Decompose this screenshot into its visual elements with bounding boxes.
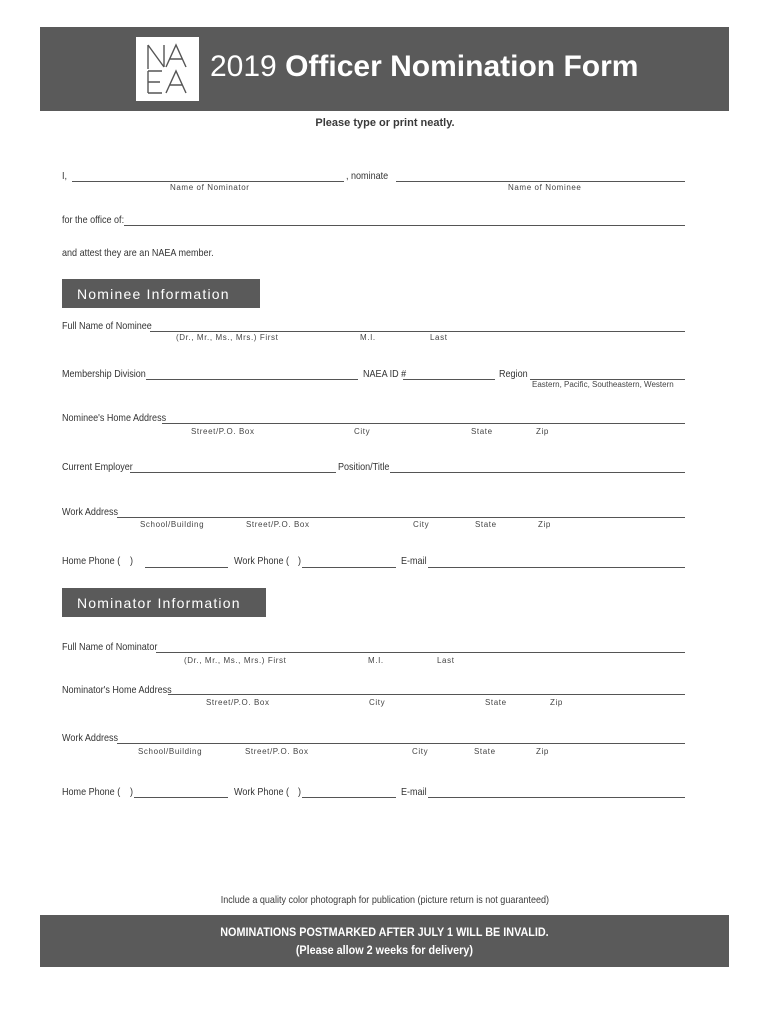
footer-deadline: NOMINATIONS POSTMARKED AFTER JULY 1 WILL BE INVALID. [220, 925, 549, 939]
name-of-nominator-caption: Name of Nominator [170, 183, 250, 192]
nominator-name-field[interactable] [72, 181, 344, 182]
nominee-work-street-caption: Street/P.O. Box [246, 520, 310, 529]
page-title [210, 50, 638, 84]
nominee-work-city-caption: City [413, 520, 430, 529]
instructions: Please type or print neatly. [315, 117, 455, 129]
division-label: Membership Division [62, 368, 146, 380]
photo-note [0, 894, 770, 906]
nominator-work-phone-label: Work Phone ( [234, 786, 290, 798]
title-text: Officer Nomination Form [285, 50, 639, 83]
nominee-work-school-caption: School/Building [140, 520, 205, 529]
nominee-home-zip-caption: Zip [536, 427, 549, 436]
nominee-home-city-caption: City [354, 427, 371, 436]
nominator-work-address-label: Work Address [62, 732, 119, 744]
footer-delivery: (Please allow 2 weeks for delivery) [295, 943, 474, 957]
nominator-work-state-caption: State [474, 747, 496, 756]
nominator-work-zip-caption: Zip [536, 747, 549, 756]
nominee-home-phone-label: Home Phone ( [62, 555, 121, 567]
nominee-home-state-caption: State [471, 427, 493, 436]
nominator-work-phone-paren: ) [298, 786, 302, 798]
nominator-home-phone-label: Home Phone ( [62, 786, 121, 798]
naea-id-field[interactable] [403, 379, 495, 380]
nominator-email-label: E-mail [401, 786, 427, 798]
nominator-work-address-field[interactable] [117, 743, 685, 744]
nominator-work-street-caption: Street/P.O. Box [245, 747, 309, 756]
nominee-first-caption: (Dr., Mr., Ms., Mrs.) First [176, 333, 279, 342]
region-hint: Eastern, Pacific, Southeastern, Western [532, 380, 674, 389]
nominee-work-phone-paren: ) [298, 555, 302, 567]
title-year: 2019 [210, 50, 277, 83]
nominator-full-name-field[interactable] [156, 652, 685, 653]
nominee-work-address-field[interactable] [117, 517, 685, 518]
position-field[interactable] [390, 472, 685, 473]
nominator-home-street-caption: Street/P.O. Box [206, 698, 270, 707]
nominee-home-phone-paren: ) [130, 555, 134, 567]
office-label: for the office of: [62, 214, 125, 226]
employer-field[interactable] [130, 472, 336, 473]
nominee-work-state-caption: State [475, 520, 497, 529]
nominator-home-address-field[interactable] [168, 694, 685, 695]
nominee-home-street-caption: Street/P.O. Box [191, 427, 255, 436]
nominee-work-phone-field[interactable] [302, 567, 396, 568]
nominator-first-caption: (Dr., Mr., Ms., Mrs.) First [184, 656, 287, 665]
nominator-mi-caption: M.I. [368, 656, 384, 665]
nominator-home-zip-caption: Zip [550, 698, 563, 707]
nominator-home-state-caption: State [485, 698, 507, 707]
nominee-mi-caption: M.I. [360, 333, 376, 342]
office-field[interactable] [124, 225, 685, 226]
employer-label: Current Employer [62, 461, 133, 473]
nominee-section-title: Nominee Information [77, 285, 230, 302]
nominee-email-field[interactable] [428, 567, 685, 568]
nominator-work-city-caption: City [412, 747, 429, 756]
nominator-full-name-label: Full Name of Nominator [62, 641, 158, 653]
nominator-section-header [62, 588, 266, 617]
nominator-work-phone-field[interactable] [302, 797, 396, 798]
nominee-email-label: E-mail [401, 555, 427, 567]
nominator-email-field[interactable] [428, 797, 685, 798]
name-of-nominee-caption: Name of Nominee [508, 183, 582, 192]
nominee-work-zip-caption: Zip [538, 520, 551, 529]
naea-logo [136, 37, 199, 101]
nominee-name-field[interactable] [396, 181, 685, 182]
nominee-home-address-label: Nominee's Home Address [62, 412, 167, 424]
nominator-work-school-caption: School/Building [138, 747, 203, 756]
nominee-full-name-label: Full Name of Nominee [62, 320, 152, 332]
naea-id-label: NAEA ID # [363, 368, 407, 380]
division-field[interactable] [146, 379, 358, 380]
nominee-full-name-field[interactable] [150, 331, 685, 332]
nominee-section-header [62, 279, 260, 308]
photo-note-text: Include a quality color photograph for publication (picture return is not guaranteed) [220, 894, 550, 906]
i-label: I, [62, 170, 68, 182]
attest-text: and attest they are an NAEA member. [62, 247, 214, 259]
nominee-last-caption: Last [430, 333, 448, 342]
nominator-last-caption: Last [437, 656, 455, 665]
nominee-work-address-label: Work Address [62, 506, 119, 518]
position-label: Position/Title [338, 461, 390, 473]
nominator-home-phone-paren: ) [130, 786, 134, 798]
nominator-home-phone-field[interactable] [134, 797, 228, 798]
nominator-home-address-label: Nominator's Home Address [62, 684, 172, 696]
region-label: Region [499, 368, 528, 380]
nominee-work-phone-label: Work Phone ( [234, 555, 290, 567]
footer-banner [40, 915, 729, 967]
nominator-section-title: Nominator Information [77, 594, 241, 611]
nominate-label: , nominate [346, 170, 389, 182]
nominator-home-city-caption: City [369, 698, 386, 707]
nominee-home-address-field[interactable] [162, 423, 685, 424]
nominee-home-phone-field[interactable] [145, 567, 228, 568]
